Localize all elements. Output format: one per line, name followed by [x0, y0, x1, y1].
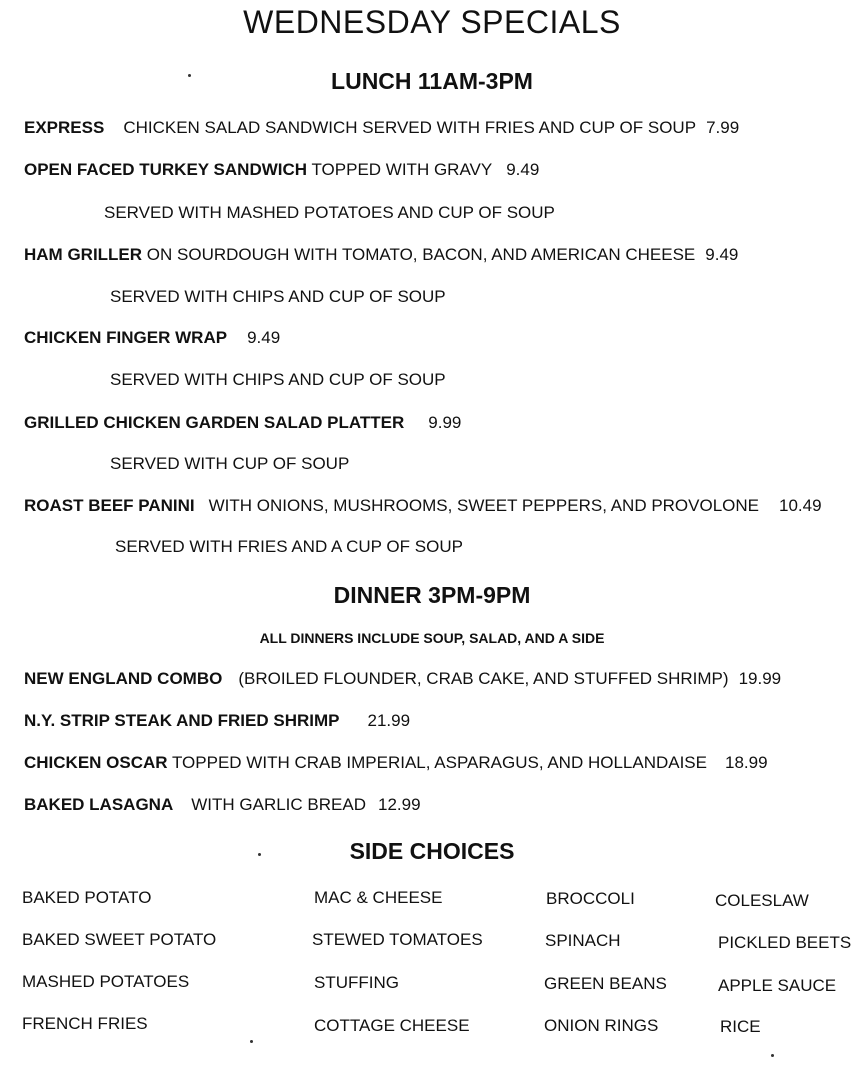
side-choice: FRENCH FRIES	[22, 1014, 148, 1033]
item-price: 21.99	[367, 711, 411, 730]
item-desc: TOPPED WITH CRAB IMPERIAL, ASPARAGUS, AND HOLLANDAISE	[171, 753, 707, 772]
speck-mark	[258, 853, 261, 856]
item-name: N.Y. STRIP STEAK AND FRIED SHRIMP	[24, 711, 340, 730]
speck-mark	[771, 1054, 774, 1057]
item-price: 10.49	[779, 496, 822, 515]
item-name: ROAST BEEF PANINI	[24, 496, 195, 515]
item-desc: TOPPED WITH GRAVY	[311, 160, 493, 179]
side-choice: MASHED POTATOES	[22, 972, 190, 991]
menu-item-open-faced-turkey	[24, 160, 539, 180]
menu-item-grilled-chicken-salad	[24, 413, 461, 433]
sides-heading: SIDE CHOICES	[349, 838, 515, 864]
menu-item-chicken-finger-wrap	[24, 328, 280, 348]
speck-mark	[188, 74, 191, 77]
item-served-with: SERVED WITH FRIES AND A CUP OF SOUP	[115, 537, 463, 556]
menu-item-express	[24, 118, 739, 138]
item-name: GRILLED CHICKEN GARDEN SALAD PLATTER	[24, 413, 405, 432]
item-name: OPEN FACED TURKEY SANDWICH	[24, 160, 308, 179]
item-price: 12.99	[377, 795, 421, 814]
side-choice: COLESLAW	[715, 891, 809, 910]
item-desc: (BROILED FLOUNDER, CRAB CAKE, AND STUFFED SHRIMP)	[238, 669, 729, 688]
item-desc: ON SOURDOUGH WITH TOMATO, BACON, AND AMERICAN CHEESE	[146, 245, 696, 264]
dinner-heading: DINNER 3PM-9PM	[333, 582, 531, 608]
side-choice: ONION RINGS	[544, 1016, 659, 1035]
item-served-with: SERVED WITH MASHED POTATOES AND CUP OF SOUP	[104, 203, 555, 222]
item-desc: CHICKEN SALAD SANDWICH SERVED WITH FRIES AND CUP OF SOUP	[123, 118, 697, 137]
side-choice: BAKED POTATO	[22, 888, 152, 907]
item-name: BAKED LASAGNA	[24, 795, 174, 814]
item-name: EXPRESS	[24, 118, 105, 137]
side-choice: COTTAGE CHEESE	[314, 1016, 470, 1035]
item-price: 19.99	[738, 669, 782, 688]
item-price: 18.99	[725, 753, 768, 772]
menu-item-roast-beef-panini	[24, 496, 822, 516]
item-price: 9.49	[506, 160, 540, 179]
dinner-note: ALL DINNERS INCLUDE SOUP, SALAD, AND A SIDE	[259, 630, 605, 646]
item-price: 9.99	[428, 413, 462, 432]
menu-item-chicken-oscar	[24, 753, 768, 773]
item-price: 9.49	[247, 328, 281, 347]
page-title: WEDNESDAY SPECIALS	[243, 4, 621, 40]
item-price: 9.49	[705, 245, 739, 264]
side-choice: APPLE SAUCE	[718, 976, 837, 995]
lunch-heading: LUNCH 11AM-3PM	[331, 68, 533, 94]
item-desc: WITH ONIONS, MUSHROOMS, SWEET PEPPERS, AND PROVOLONE	[208, 496, 760, 515]
item-price: 7.99	[706, 118, 740, 137]
item-name: CHICKEN FINGER WRAP	[24, 328, 228, 347]
side-choice: RICE	[720, 1017, 761, 1036]
menu-item-baked-lasagna	[24, 795, 421, 815]
side-choice: BROCCOLI	[546, 889, 635, 908]
item-desc: WITH GARLIC BREAD	[191, 795, 366, 814]
side-choice: PICKLED BEETS	[718, 933, 852, 952]
side-choice: GREEN BEANS	[544, 974, 667, 993]
speck-mark	[250, 1040, 253, 1043]
side-choice: SPINACH	[545, 931, 621, 950]
side-choice: STEWED TOMATOES	[312, 930, 483, 949]
side-choice: BAKED SWEET POTATO	[22, 930, 217, 949]
side-choice: STUFFING	[314, 973, 399, 992]
item-name: NEW ENGLAND COMBO	[24, 669, 223, 688]
menu-item-ham-griller	[24, 245, 738, 265]
menu-item-new-england-combo	[24, 669, 781, 689]
side-choice: MAC & CHEESE	[314, 888, 443, 907]
item-name: HAM GRILLER	[24, 245, 143, 264]
menu-item-ny-strip-steak	[24, 711, 410, 731]
item-served-with: SERVED WITH CHIPS AND CUP OF SOUP	[110, 370, 446, 389]
item-name: CHICKEN OSCAR	[24, 753, 168, 772]
item-served-with: SERVED WITH CHIPS AND CUP OF SOUP	[110, 287, 446, 306]
item-served-with: SERVED WITH CUP OF SOUP	[110, 454, 350, 473]
